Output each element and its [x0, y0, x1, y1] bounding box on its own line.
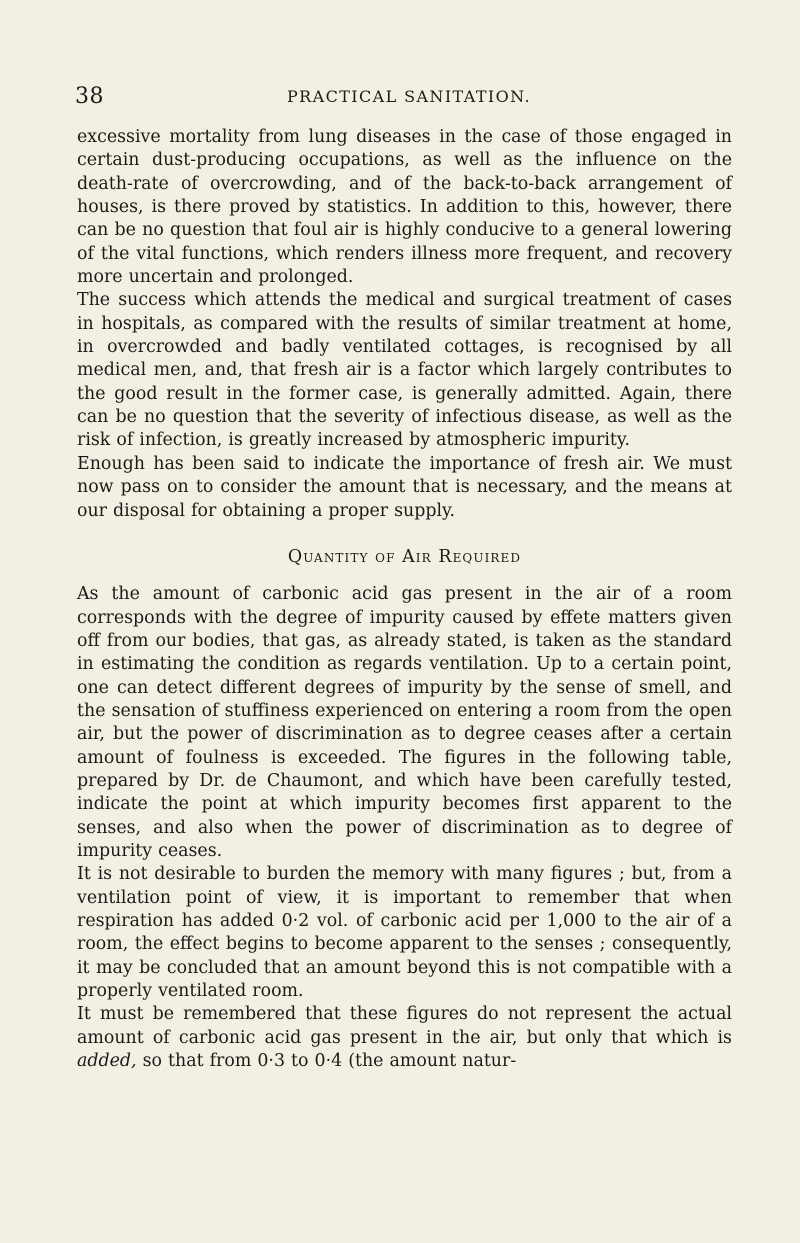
section-heading: Quantity of Air Required — [287, 546, 522, 567]
paragraph-fresh-air-importance: Enough has been said to indicate the importance of fresh air. We must now pass on to consider the amount that is necessary, and the means at our disposal for obtaining a proper supply. — [77, 453, 732, 521]
last-paragraph-text-start: It must be remembered that these figures do not represent the actual amount of carbonic acid gas present in the air, but only that which is — [77, 1004, 732, 1048]
italic-word-added: added, — [77, 1051, 137, 1072]
paragraph-carbonic-acid-standard: As the amount of carbonic acid gas present in the air of a room corresponds with the degree of impurity caused by effete matters given off from our bodies, that gas, as already stated, is taken as the standard in estimating the condition as regards ventilation. Up to a certain point, one can detect different degrees of impurity by the sense of smell, and the sensation of stuffiness experienced on entering a room from the open air, but the power of discrimination as to degree ceases after a certain amount of foulness is exceeded. The figures in the following table, prepared by Dr. de Chaumont, and which have been carefully tested, indicate the point at which impurity becomes first apparent to the senses, and also when the power of discrimination as to degree of impurity ceases. — [77, 584, 732, 861]
body-text — [77, 126, 732, 1073]
running-title: PRACTICAL SANITATION. — [287, 87, 531, 106]
last-paragraph-text-end: so that from 0·3 to 0·4 (the amount natur- — [136, 1051, 517, 1072]
paragraph-added-amount — [77, 1003, 732, 1073]
paragraph-memory-figures: It is not desirable to burden the memory with many figures ; but, from a ventilation point of view, it is important to remember that when respiration has added 0·2 vol. of carbonic acid per 1,000 to the air of a room, the effect begins to become apparent to the senses ; consequently, it may be concluded that an amount beyond this is not compatible with a properly ventilated room. — [77, 864, 732, 1002]
page-number: 38 — [75, 84, 104, 109]
paragraph-lung-diseases: excessive mortality from lung diseases in the case of those engaged in certain dust-producing occupations, as well as the influence on the death-rate of overcrowding, and of the back-to-back arrangement of houses, is there proved by statistics. In addition to this, however, there can be no question that foul air is highly conducive to a general lowering of the vital functions, which renders illness more frequent, and recovery more uncertain and prolonged. — [77, 127, 732, 288]
paragraph-hospital-treatment: The success which attends the medical and surgical treatment of cases in hospitals, as compared with the results of similar treatment at home, in overcrowded and badly ventilated cottages, is recognised by all medical men, and, that fresh air is a factor which largely contributes to the good result in the former case, is generally admitted. Again, there can be no question that the severity of infectious disease, as well as the risk of infection, is greatly increased by atmospheric impurity. — [77, 290, 732, 451]
running-head — [75, 84, 731, 110]
